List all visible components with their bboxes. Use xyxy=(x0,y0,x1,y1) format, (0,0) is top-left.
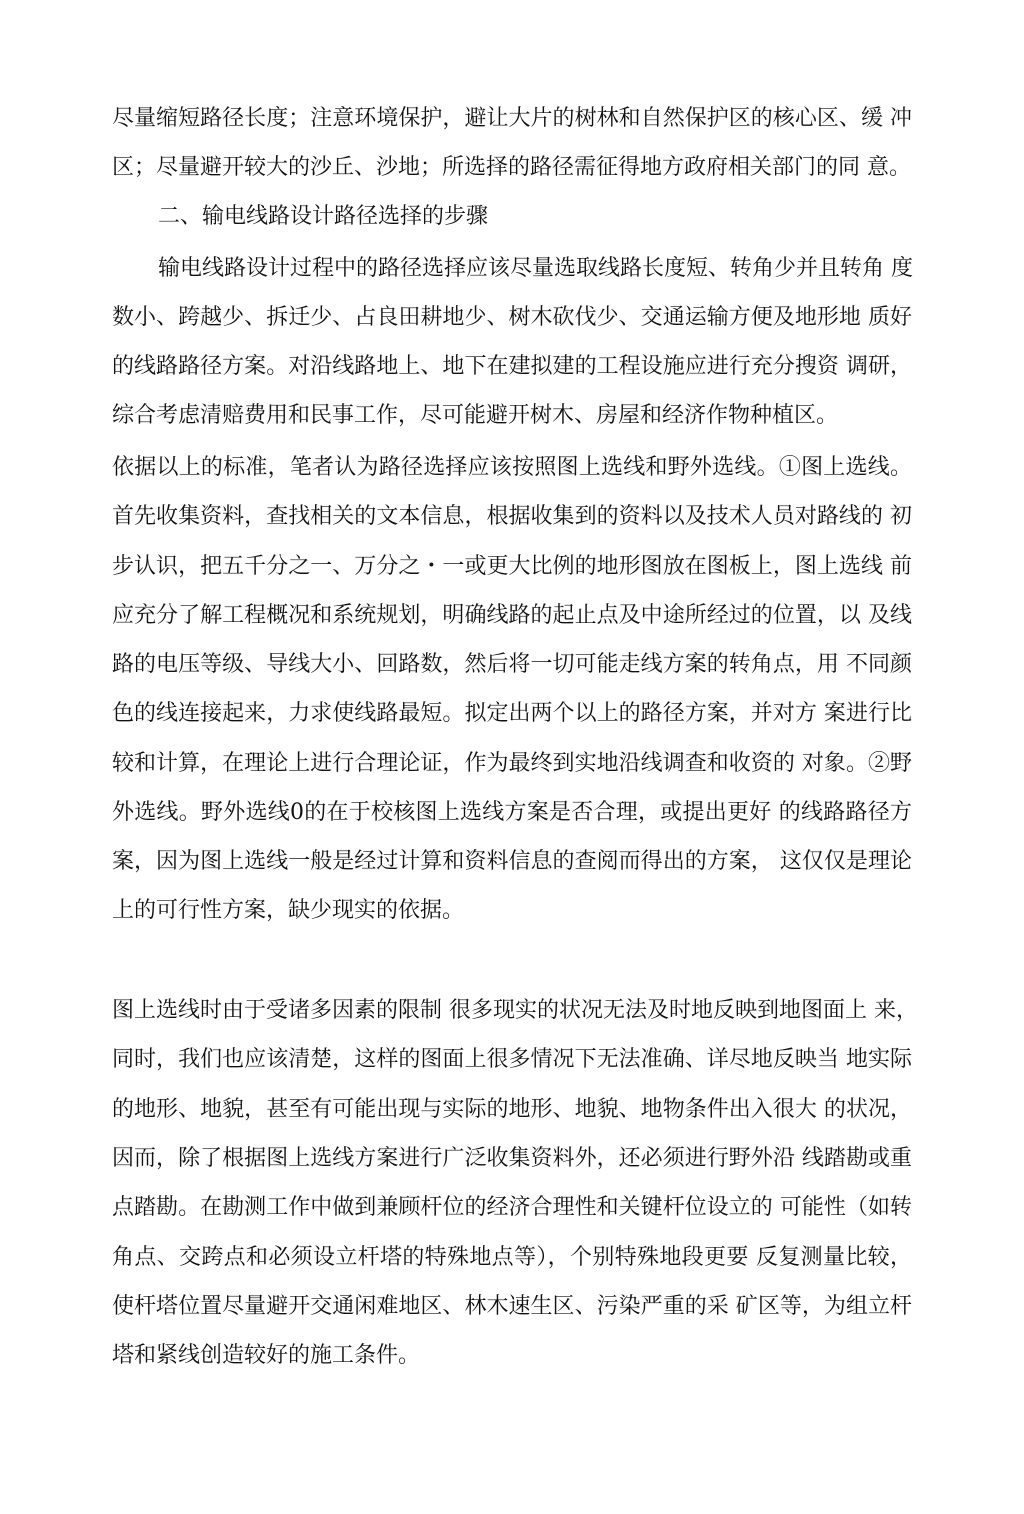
section-heading: 二、输电线路设计路径选择的步骤 xyxy=(158,204,489,229)
paragraph-2-line-4: 综合考虑清赔费用和民事工作，尽可能避开树木、房屋和经济作物种植区。 xyxy=(112,403,839,428)
paragraph-2-line-1: 输电线路设计过程中的路径选择应该尽量选取线路长度短、转角少并且转角 度 xyxy=(158,256,913,281)
paragraph-3-line-5: 路的电压等级、导线大小、回路数，然后将一切可能走线方案的转角点，用 不同颜 xyxy=(112,652,912,677)
paragraph-4-line-5: 点踏勘。在勘测工作中做到兼顾杆位的经济合理性和关键杆位设立的 可能性（如转 xyxy=(112,1195,912,1220)
paragraph-3-line-2: 首先收集资料，查找相关的文本信息，根据收集到的资料以及技术人员对路线的 初 xyxy=(112,504,912,529)
paragraph-4-line-7: 使杆塔位置尽量避开交通闲难地区、林木速生区、污染严重的采 矿区等，为组立杆 xyxy=(112,1294,912,1319)
paragraph-1-line-2: 区；尽量避开较大的沙丘、沙地；所选择的路径需征得地方政府相关部门的同 意。 xyxy=(112,155,911,180)
paragraph-4-line-4: 因而，除了根据图上选线方案进行广泛收集资料外，还必须进行野外沿 线踏勘或重 xyxy=(112,1146,912,1171)
paragraph-3-line-9: 案，因为图上选线一般是经过计算和资料信息的查阅而得出的方案， 这仅仅是理论 xyxy=(112,849,912,874)
paragraph-2-line-2: 数小、跨越少、拆迁少、占良田耕地少、树木砍伐少、交通运输方便及地形地 质好 xyxy=(112,305,912,330)
paragraph-3-line-10: 上的可行性方案，缺少现实的依据。 xyxy=(112,898,465,923)
paragraph-3-line-4: 应充分了解工程概况和系统规划，明确线路的起止点及中途所经过的位置，以 及线 xyxy=(112,603,912,628)
paragraph-3-line-7: 较和计算，在理论上进行合理论证，作为最终到实地沿线调查和收资的 对象。②野 xyxy=(112,751,912,776)
paragraph-3-line-8: 外选线。野外选线0的在于校核图上选线方案是否合理，或提出更好 的线路路径方 xyxy=(112,800,912,825)
paragraph-1-line-1: 尽量缩短路径长度；注意环境保护，避让大片的树林和自然保护区的核心区、缓 冲 xyxy=(112,106,912,131)
paragraph-2-line-3: 的线路路径方案。对沿线路地上、地下在建拟建的工程设施应进行充分搜资 调研， xyxy=(112,354,912,379)
paragraph-4-line-2: 同时，我们也应该清楚，这样的图面上很多情况下无法准确、详尽地反映当 地实际 xyxy=(112,1047,912,1072)
paragraph-3-line-3: 步认识，把五千分之一、万分之・一或更大比例的地形图放在图板上，图上选线 前 xyxy=(112,554,912,579)
paragraph-3-line-1: 依据以上的标准，笔者认为路径选择应该按照图上选线和野外选线。①图上选线。 xyxy=(112,455,912,480)
paragraph-4-line-6: 角点、交跨点和必须设立杆塔的特殊地点等），个别特殊地段更要 反复测量比较， xyxy=(112,1245,912,1270)
paragraph-4-line-8: 塔和紧线创造较好的施工条件。 xyxy=(112,1343,421,1368)
paragraph-4-line-1: 图上选线时由于受诸多因素的限制 很多现实的状况无法及时地反映到地图面上 来， xyxy=(112,998,918,1023)
paragraph-4-line-3: 的地形、地貌，甚至有可能出现与实际的地形、地貌、地物条件出入很大 的状况， xyxy=(112,1097,912,1122)
paragraph-3-line-6: 色的线连接起来，力求使线路最短。拟定出两个以上的路径方案，并对方 案进行比 xyxy=(112,701,912,726)
